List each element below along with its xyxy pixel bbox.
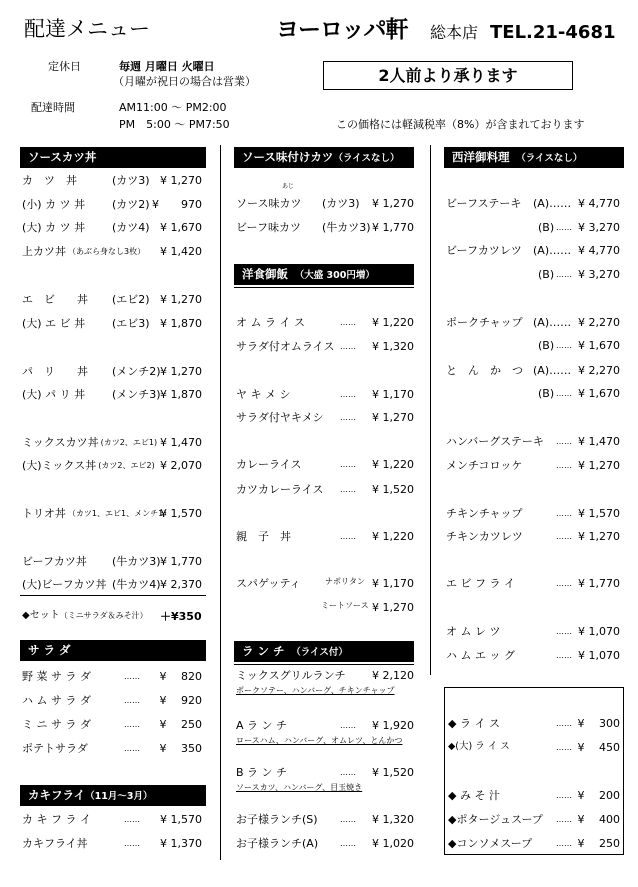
menu-item-detail: (A)…… [533, 197, 572, 210]
menu-item-price: ¥ 250 [159, 718, 202, 731]
menu-item-name: チキンカツレツ [446, 530, 523, 543]
order-minimum-box: 2人前より承ります [323, 61, 573, 90]
set-option: ◆セット（ミニサラダ＆みそ汁） [22, 610, 148, 621]
menu-item-name: ビーフステーキ [446, 197, 522, 210]
menu-item-contents: ロースハム、ハンバーグ、オムレツ、とんかつ [236, 736, 403, 745]
menu-item-price: ¥ 1,870 [160, 317, 202, 330]
menu-item-price: ¥ 1,670 [578, 387, 620, 400]
column-divider-2 [430, 145, 431, 675]
menu-item-detail: (カツ3) [112, 174, 150, 187]
menu-item-name: (大)ビーフカツ丼 [22, 578, 107, 591]
menu-item-name: (大) カ ツ 丼 [22, 221, 86, 234]
menu-item-detail: (エビ3) [112, 317, 150, 330]
menu-item-name: ◆ み そ 汁 [448, 789, 500, 802]
section-header-sauce-katsudon: ソースカツ丼 [20, 147, 206, 168]
menu-item-name: 上カツ丼 [22, 245, 66, 258]
menu-item-price: ¥ 300 [577, 717, 620, 730]
menu-item-detail: (A)…… [533, 364, 572, 377]
menu-item-leader: …… [124, 744, 140, 753]
menu-item-leader: …… [556, 839, 572, 848]
menu-item-leader: …… [556, 341, 572, 350]
menu-item-price: ¥ 4,770 [578, 244, 620, 257]
menu-item-price: ¥ 1,570 [160, 813, 202, 826]
menu-item-leader: …… [340, 413, 356, 422]
menu-item-leader: …… [556, 389, 572, 398]
menu-item-name: ヤ キ メ シ [236, 388, 291, 401]
menu-item-price: ¥ 1,770 [372, 221, 414, 234]
menu-item-name: ハンバーグステーキ [446, 435, 544, 448]
menu-item-name: エ ビ フ ラ イ [446, 577, 515, 590]
menu-item-name: A ラ ン チ [236, 719, 288, 732]
menu-item-leader: …… [340, 342, 356, 351]
menu-item-price: ¥ 820 [159, 670, 202, 683]
menu-item-price: ¥ 450 [577, 741, 620, 754]
menu-item-leader: …… [340, 532, 356, 541]
menu-item-detail: ナポリタン [325, 577, 365, 586]
hours-dinner: PM 5:00 ～ PM7:50 [119, 118, 230, 131]
menu-item-price: ¥ 1,770 [578, 577, 620, 590]
menu-item-name: と ん か つ [446, 364, 523, 377]
menu-item-name: お子様ランチ(S) [236, 813, 318, 826]
sides-box [444, 687, 624, 855]
menu-item-name: ソース味カツ [236, 197, 302, 210]
menu-item-price: ¥ 2,370 [160, 578, 202, 591]
menu-item-price: ¥ 1,520 [372, 766, 414, 779]
menu-item-name: B ラ ン チ [236, 766, 288, 779]
menu-item-price: ¥ 1,020 [372, 837, 414, 850]
menu-item-leader: …… [556, 461, 572, 470]
menu-item-price: ¥ 1,670 [578, 339, 620, 352]
menu-item-leader: …… [556, 627, 572, 636]
menu-item-contents: ソースカツ、ハンバーグ、目玉焼き [236, 783, 363, 792]
menu-item-name: エ ビ 丼 [22, 293, 88, 306]
menu-item-detail: (エビ2) [112, 293, 150, 306]
section-header-lunch: ラ ン チ （ライス付） [234, 641, 414, 662]
menu-item-contents: ポークソテー、ハンバーグ、チキンチャップ [236, 686, 395, 695]
menu-item-detail: （カツ1、エビ1、メンチ1） [67, 509, 172, 518]
section-header-sauce-flavor: ソース味付けカツ（ライスなし） [234, 147, 414, 168]
menu-item-name: カ キ フ ラ イ [22, 813, 91, 826]
menu-item-name: メンチコロッケ [446, 459, 523, 472]
menu-item-name: ミックスカツ丼 [22, 436, 99, 449]
section-header-salad: サ ラ ダ [20, 640, 206, 661]
menu-item-detail: (B) [538, 221, 555, 234]
menu-item-price: ¥ 1,270 [578, 530, 620, 543]
menu-item-detail: (カツ2、エビ2) [98, 461, 155, 470]
menu-item-detail: (カツ3) [322, 197, 360, 210]
closed-days: 毎週 月曜日 火曜日 [119, 60, 215, 73]
menu-item-price: ¥ 1,920 [372, 719, 414, 732]
menu-item-price: ¥ 1,270 [372, 411, 414, 424]
ruby-aji: あじ [282, 183, 295, 190]
menu-item-detail: (カツ4) [112, 221, 150, 234]
menu-item-name: オ ム レ ツ [446, 625, 501, 638]
menu-item-detail: (B) [538, 387, 555, 400]
closed-label: 定休日 [48, 60, 81, 73]
menu-item-price: ¥ 1,670 [160, 221, 202, 234]
menu-item-name: ハ ム エ ッ グ [446, 649, 515, 662]
menu-item-detail: (カツ2) [112, 198, 150, 211]
menu-item-name: パ リ 丼 [22, 365, 88, 378]
menu-item-detail: (カツ2、エビ1) [100, 438, 158, 447]
menu-item-leader: …… [556, 743, 572, 752]
branch-name: 総本店 [430, 23, 479, 42]
brand-logo: ヨーロッパ軒 [276, 17, 408, 43]
menu-item-price: ¥ 1,520 [372, 483, 414, 496]
menu-item-price: ¥ 920 [159, 694, 202, 707]
menu-item-name: トリオ丼 [22, 507, 66, 520]
menu-item-leader: …… [340, 485, 356, 494]
menu-item-detail: (メンチ2) [112, 365, 161, 378]
menu-item-name: ポテトサラダ [22, 742, 88, 755]
menu-item-name: ミ ニ サ ラ ダ [22, 718, 91, 731]
menu-item-leader: …… [124, 815, 140, 824]
menu-item-name: カツカレーライス [236, 483, 324, 496]
menu-item-leader: …… [340, 721, 356, 730]
menu-item-name: カキフライ丼 [22, 837, 88, 850]
menu-item-price: ¥ 1,170 [372, 577, 414, 590]
menu-item-name: (大) パ リ 丼 [22, 388, 86, 401]
menu-item-price: ¥ 1,320 [372, 813, 414, 826]
menu-item-name: ミックスグリルランチ [236, 669, 346, 682]
tax-note: この価格には軽減税率（8%）が含まれております [336, 118, 585, 131]
menu-item-price: ¥ 1,470 [578, 435, 620, 448]
menu-item-price: ¥ 1,870 [160, 388, 202, 401]
menu-item-price: ¥ 350 [159, 742, 202, 755]
menu-item-leader: …… [340, 768, 356, 777]
menu-item-name: ◆ポタージュスープ [448, 813, 543, 826]
menu-item-name: ◆コンソメスープ [448, 837, 533, 850]
menu-item-detail: ミートソース [321, 601, 369, 610]
menu-item-price: ¥ 1,570 [160, 507, 202, 520]
menu-item-price: ¥ 2,270 [578, 364, 620, 377]
column-divider-1 [220, 145, 221, 860]
menu-item-price: ¥ 1,220 [372, 530, 414, 543]
menu-item-price: ¥ 2,070 [160, 459, 202, 472]
menu-item-price: ¥ 1,070 [578, 625, 620, 638]
menu-item-detail: (牛カツ3) [322, 221, 371, 234]
section-header-western-rice: 洋食御飯 （大盛 300円増） [234, 264, 414, 285]
menu-item-price: ¥ 1,220 [372, 458, 414, 471]
menu-item-name: ポークチャップ [446, 316, 523, 329]
menu-item-detail: (メンチ3) [112, 388, 161, 401]
menu-item-price: ¥ 970 [152, 198, 202, 211]
menu-item-price: ¥ 1,170 [372, 388, 414, 401]
closed-note: （月曜が祝日の場合は営業） [113, 75, 256, 88]
menu-item-name: ハ ム サ ラ ダ [22, 694, 91, 707]
menu-item-price: ¥ 1,470 [160, 436, 202, 449]
section-header-oyster: カキフライ（11月～3月） [20, 785, 206, 806]
menu-item-price: ¥ 2,270 [578, 316, 620, 329]
menu-item-leader: …… [340, 839, 356, 848]
page-title: 配達メニュー [24, 17, 150, 41]
menu-item-price: ¥ 4,770 [578, 197, 620, 210]
menu-item-name: 野 菜 サ ラ ダ [22, 670, 91, 683]
menu-item-name: カレーライス [236, 458, 302, 471]
menu-item-leader: …… [556, 791, 572, 800]
menu-item-leader: …… [556, 270, 572, 279]
menu-item-price: ¥ 1,270 [372, 601, 414, 614]
divider [234, 664, 414, 665]
menu-item-leader: …… [556, 509, 572, 518]
phone-number: TEL.21-4681 [490, 22, 616, 43]
menu-item-price: ¥ 1,070 [578, 649, 620, 662]
menu-item-price: ¥ 1,570 [578, 507, 620, 520]
menu-item-name: ◆ ラ イ ス [448, 717, 500, 730]
menu-item-leader: …… [556, 437, 572, 446]
menu-item-price: ¥ 400 [577, 813, 620, 826]
menu-item-name: サラダ付オムライス [236, 340, 335, 353]
menu-item-price: ¥ 2,120 [372, 669, 414, 682]
menu-item-price: ¥ 1,370 [160, 837, 202, 850]
menu-item-leader: …… [124, 839, 140, 848]
menu-item-leader: …… [556, 579, 572, 588]
menu-item-price: ¥ 1,270 [160, 174, 202, 187]
menu-item-leader: …… [556, 532, 572, 541]
menu-item-name: チキンチャップ [446, 507, 523, 520]
divider [20, 595, 206, 596]
menu-item-leader: …… [124, 696, 140, 705]
menu-item-price: ¥ 250 [577, 837, 620, 850]
menu-item-detail: (B) [538, 268, 555, 281]
menu-item-detail: (A)…… [533, 316, 572, 329]
menu-item-name: ◆(大) ラ イ ス [448, 741, 510, 752]
menu-item-detail: (牛カツ3) [112, 555, 161, 568]
section-header-western-dishes: 西洋御料理 （ライスなし） [444, 147, 624, 168]
menu-item-price: ¥ 1,270 [160, 293, 202, 306]
set-price: ＋¥350 [160, 610, 202, 623]
menu-item-leader: …… [340, 390, 356, 399]
menu-item-name: ビーフカツレツ [446, 244, 522, 257]
hours-lunch: AM11:00 ～ PM2:00 [119, 101, 227, 114]
menu-item-leader: …… [340, 460, 356, 469]
menu-item-name: お子様ランチ(A) [236, 837, 319, 850]
menu-item-name: スパゲッティ [236, 577, 301, 590]
menu-item-name: 親 子 丼 [236, 530, 291, 543]
menu-item-name: (大) エ ビ 丼 [22, 317, 86, 330]
menu-item-leader: …… [124, 720, 140, 729]
menu-item-price: ¥ 1,420 [160, 245, 202, 258]
menu-item-detail: (B) [538, 339, 555, 352]
menu-item-name: (大)ミックス丼 [22, 459, 97, 472]
menu-item-price: ¥ 1,270 [160, 365, 202, 378]
menu-item-price: ¥ 3,270 [578, 268, 620, 281]
menu-item-leader: …… [124, 672, 140, 681]
menu-item-price: ¥ 1,270 [578, 459, 620, 472]
menu-item-price: ¥ 1,270 [372, 197, 414, 210]
hours-label: 配達時間 [31, 101, 75, 114]
menu-item-detail: （あぶら身なし3枚） [68, 247, 146, 256]
menu-item-leader: …… [556, 223, 572, 232]
menu-item-detail: (牛カツ4) [112, 578, 161, 591]
menu-item-name: カ ツ 丼 [22, 174, 77, 187]
menu-item-name: オ ム ラ イ ス [236, 316, 305, 329]
menu-item-leader: …… [556, 815, 572, 824]
menu-item-price: ¥ 3,270 [578, 221, 620, 234]
menu-item-price: ¥ 1,220 [372, 316, 414, 329]
divider [234, 287, 414, 288]
menu-item-price: ¥ 1,320 [372, 340, 414, 353]
menu-item-price: ¥ 1,770 [160, 555, 202, 568]
menu-item-name: ビーフ味カツ [236, 221, 302, 234]
menu-item-name: サラダ付ヤキメシ [236, 411, 324, 424]
menu-item-leader: …… [556, 651, 572, 660]
menu-item-detail: (A)…… [533, 244, 572, 257]
menu-item-leader: …… [340, 815, 356, 824]
menu-item-name: (小) カ ツ 丼 [22, 198, 86, 211]
menu-item-leader: …… [556, 719, 572, 728]
menu-item-leader: …… [340, 318, 356, 327]
menu-item-name: ビーフカツ丼 [22, 555, 87, 568]
menu-item-price: ¥ 200 [577, 789, 620, 802]
